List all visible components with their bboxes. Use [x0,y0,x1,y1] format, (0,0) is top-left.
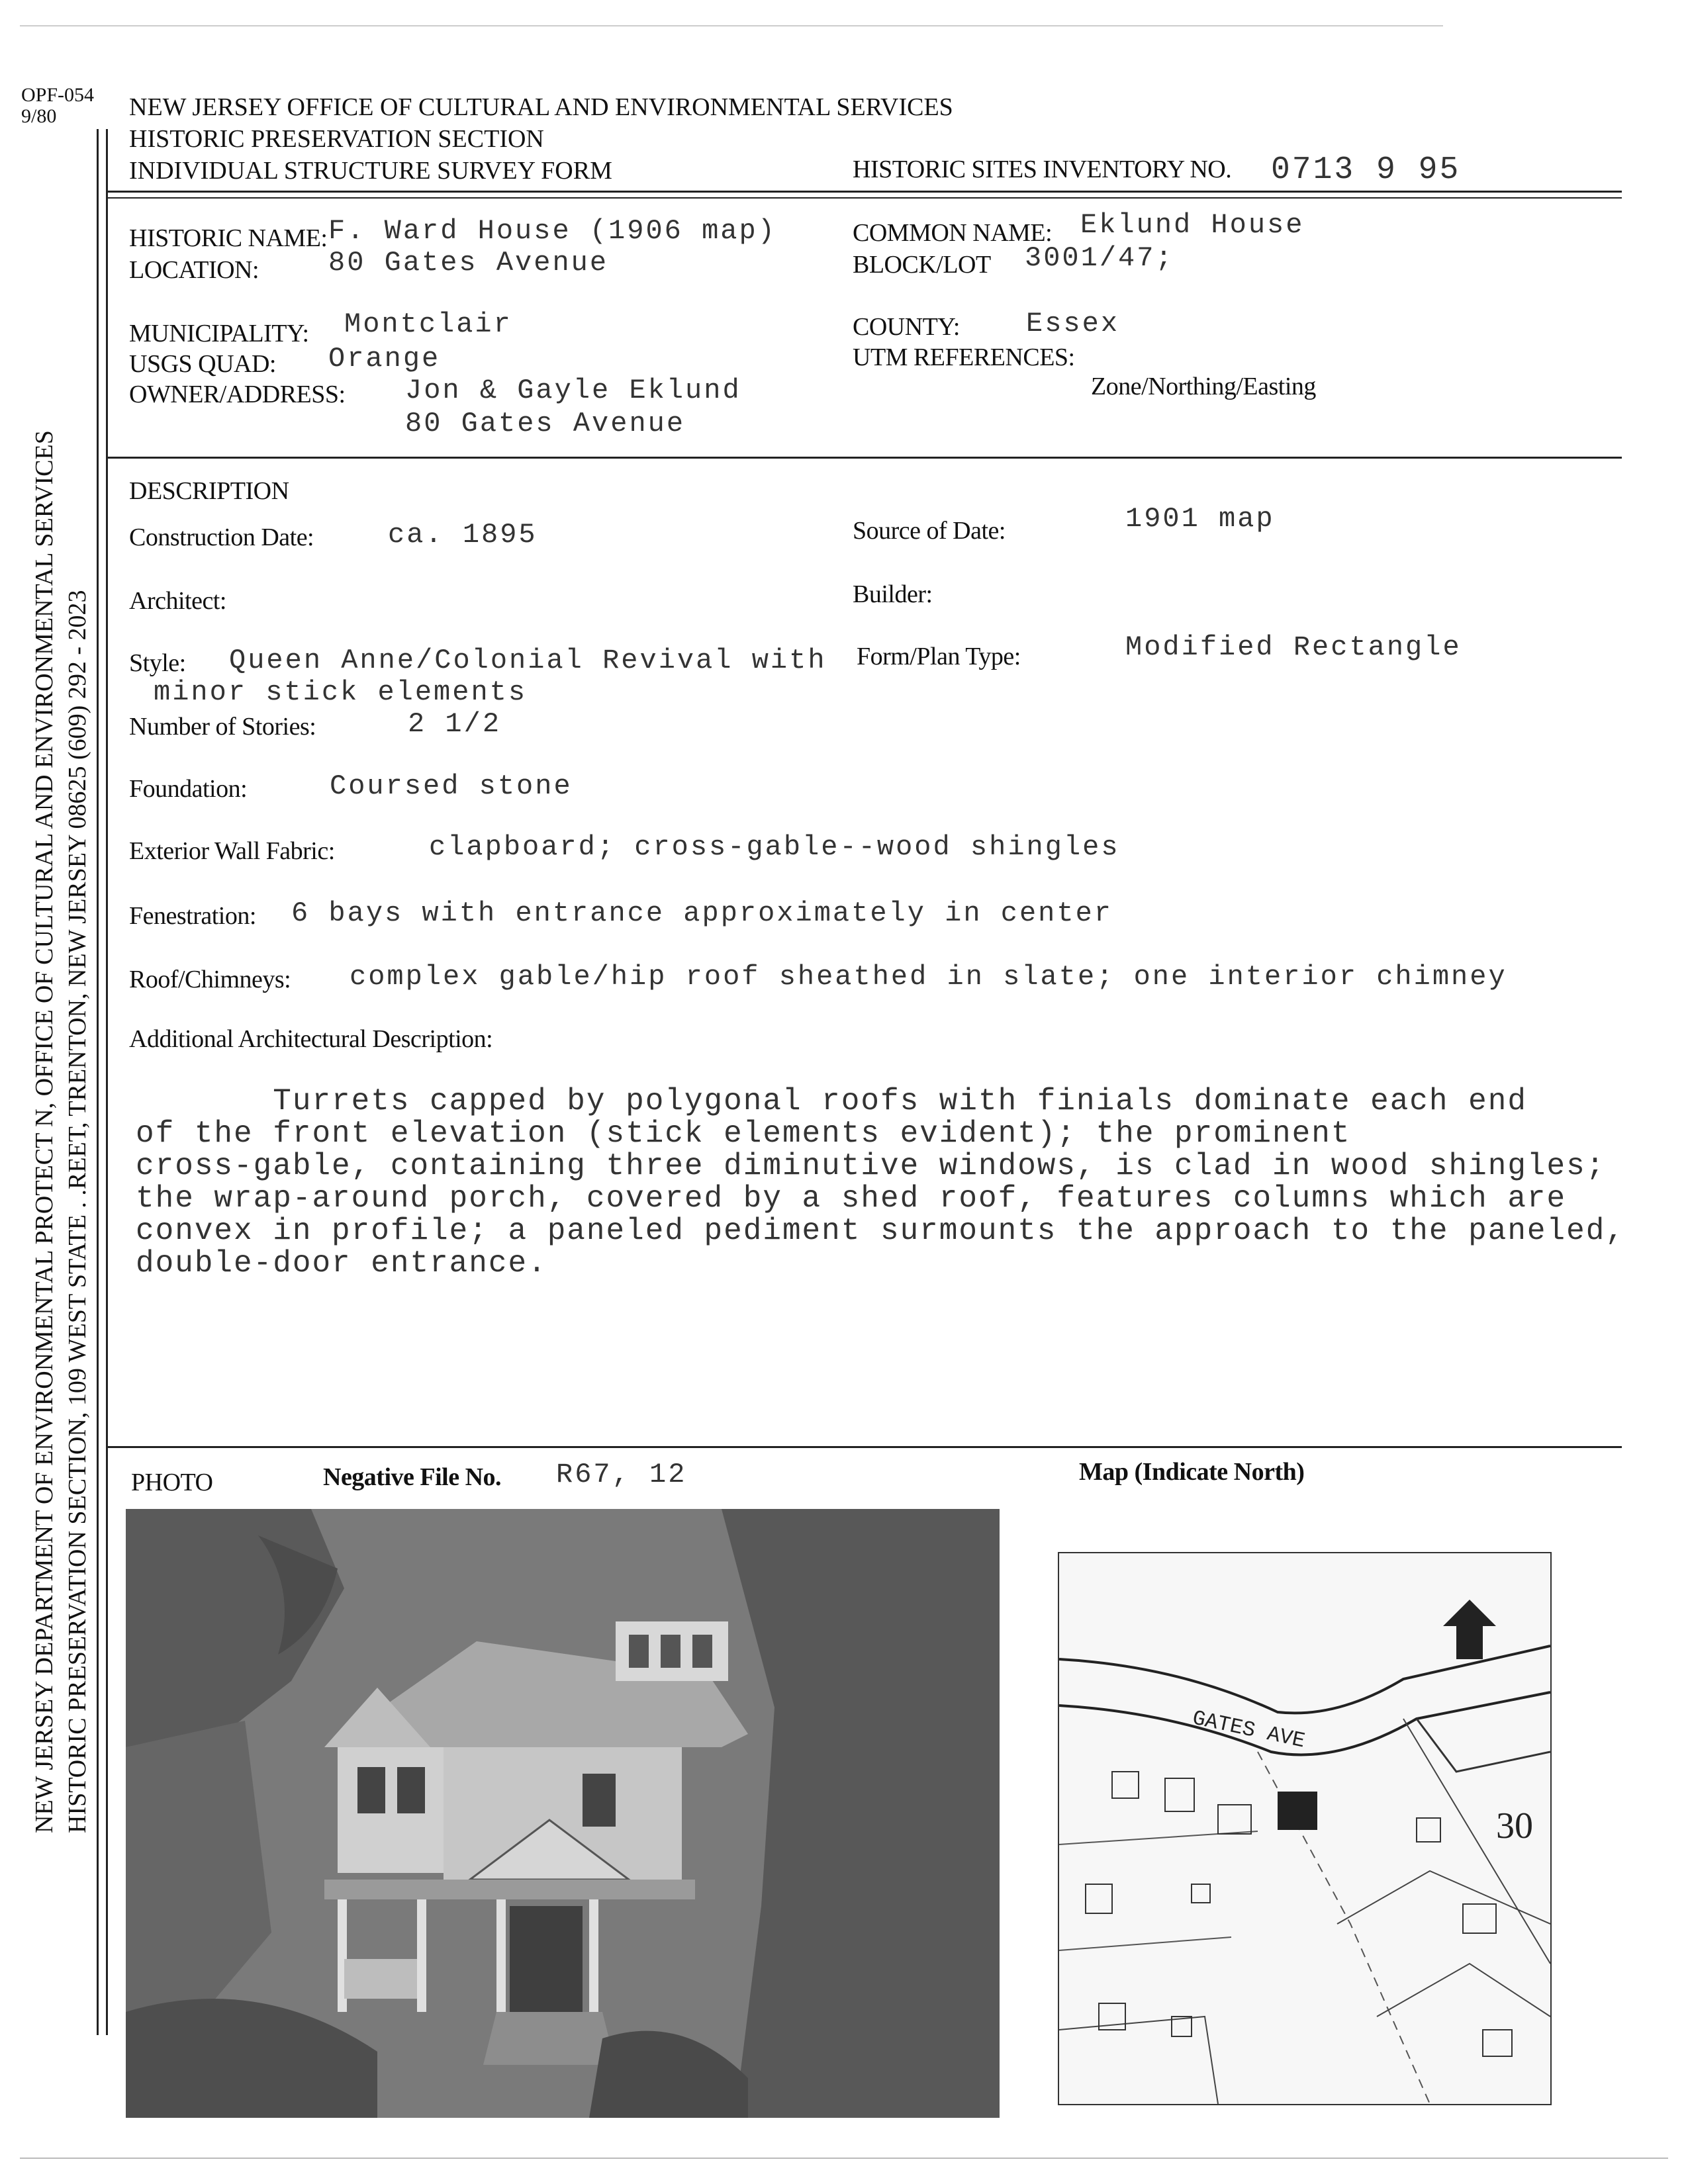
left-border-inner [106,129,108,2035]
roof-chimneys-value: complex gable/hip roof sheathed in slate; one interior chimney [350,961,1507,993]
form-plan-type-value: Modified Rectangle [1125,631,1462,663]
municipality-label: MUNICIPALITY: [129,320,309,347]
foundation-label: Foundation: [129,775,248,803]
header-rule-1 [106,191,1622,193]
scan-edge-top [20,25,1443,26]
inventory-value: 0713 9 95 [1271,152,1461,188]
county-label: COUNTY: [853,313,960,341]
exterior-wall-label: Exterior Wall Fabric: [129,837,335,865]
source-of-date-value: 1901 map [1125,503,1275,535]
house-photograph [126,1509,1000,2118]
additional-description-text: Turrets capped by polygonal roofs with finials dominate each end of the front elevation (stick elements evident); the prominent cross-gable, containing three diminutive windows, is clad in wood shingles; the wrap-around porch, covered by a shed roof, features columns which are convex in profile; a paneled pediment surmounts the approach to the paneled, double-door entrance. [136,1084,1625,1281]
architect-label: Architect: [129,587,226,615]
sidebar-text-line2: HISTORIC PRESERVATION SECTION, 109 WEST STATE . .REET, TRENTON, NEW JERSEY 08625 (609) 292 - 2023 [64,590,91,1833]
negative-file-label: Negative File No. [323,1463,502,1491]
fenestration-value: 6 bays with entrance approximately in center [291,897,1113,929]
style-value-line2: minor stick elements [154,676,528,708]
form-code-number: OPF-054 [21,84,95,106]
location-map [1058,1552,1552,2105]
usgs-quad-value: Orange [328,343,441,375]
location-label: LOCATION: [129,256,259,284]
utm-references-label: UTM REFERENCES: [853,343,1075,371]
header-section: HISTORIC PRESERVATION SECTION [129,125,544,153]
header-rule-2 [106,197,1622,199]
style-value-line1: Queen Anne/Colonial Revival with [229,645,827,676]
location-value: 80 Gates Avenue [328,247,609,279]
map-street-label: GATES AVE [1190,1706,1307,1754]
house-photograph-image [126,1509,1000,2118]
header-agency: NEW JERSEY OFFICE OF CULTURAL AND ENVIRONMENTAL SERVICES [129,93,953,121]
roof-chimneys-label: Roof/Chimneys: [129,966,291,993]
common-name-label: COMMON NAME: [853,219,1053,247]
construction-date-label: Construction Date: [129,523,314,551]
map-label: Map (Indicate North) [1079,1458,1305,1486]
construction-date-value: ca. 1895 [388,519,538,551]
source-of-date-label: Source of Date: [853,517,1006,545]
form-code-date: 9/80 [21,105,57,127]
negative-file-value: R67, 12 [556,1459,687,1490]
common-name-value: Eklund House [1080,209,1305,241]
additional-description-label: Additional Architectural Description: [129,1025,493,1053]
style-label: Style: [129,649,186,677]
map-lot-number: 30 [1496,1805,1533,1846]
utm-references-subheading: Zone/Northing/Easting [1091,373,1316,400]
description-heading: DESCRIPTION [129,477,289,505]
section-rule-description [106,457,1622,459]
header-form-title: INDIVIDUAL STRUCTURE SURVEY FORM [129,157,612,185]
block-lot-value: 3001/47; [1025,242,1174,274]
form-header [129,91,953,187]
section-rule-photo [106,1446,1622,1448]
photo-label: PHOTO [131,1469,213,1496]
location-map-image [1059,1553,1550,2104]
fenestration-label: Fenestration: [129,902,256,930]
historic-name-label: HISTORIC NAME: [129,224,328,252]
municipality-value: Montclair [344,308,512,340]
scan-edge-bottom [20,2158,1668,2159]
form-code [21,85,94,127]
sidebar-text-line1: NEW JERSEY DEPARTMENT OF ENVIRONMENTAL PROTECT N, OFFICE OF CULTURAL AND ENVIRONMENTAL SERVICES [30,430,58,1833]
county-value: Essex [1026,308,1120,340]
exterior-wall-value: clapboard; cross-gable--wood shingles [429,831,1120,863]
owner-name-value: Jon & Gayle Eklund [405,375,741,406]
historic-name-value: F. Ward House (1906 map) [328,215,776,247]
usgs-quad-label: USGS QUAD: [129,350,276,378]
owner-address-value: 80 Gates Avenue [405,408,686,439]
foundation-value: Coursed stone [330,770,573,802]
left-border-outer [97,129,99,2035]
block-lot-label: BLOCK/LOT [853,251,991,279]
builder-label: Builder: [853,580,933,608]
stories-value: 2 1/2 [408,708,502,740]
owner-address-label: OWNER/ADDRESS: [129,381,346,408]
form-plan-type-label: Form/Plan Type: [857,643,1021,670]
stories-label: Number of Stories: [129,713,316,741]
inventory-label: HISTORIC SITES INVENTORY NO. [853,156,1232,183]
